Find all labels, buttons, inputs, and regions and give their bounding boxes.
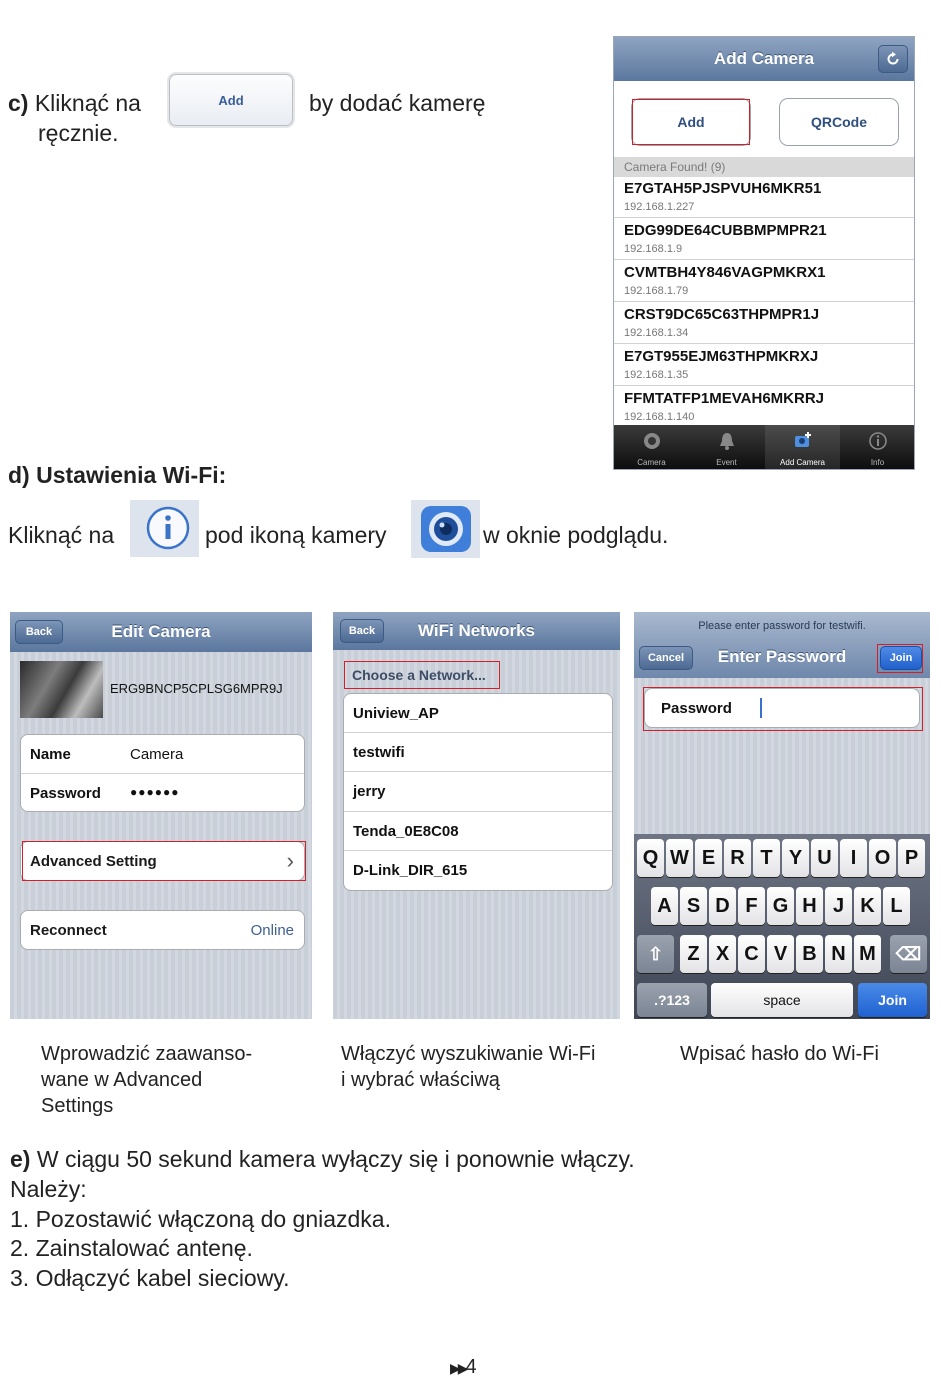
camera-uid: ERG9BNCP5CPLSG6MPR9J xyxy=(110,681,283,696)
section-d-text-1: Kliknąć na xyxy=(8,522,115,548)
enter-password-screen xyxy=(634,612,930,1019)
tab-add-camera[interactable] xyxy=(765,425,840,469)
wifi-title: WiFi Networks xyxy=(418,621,535,640)
wifi-networks-screen xyxy=(333,612,620,1019)
section-d-heading: d) Ustawienia Wi-Fi: xyxy=(8,462,227,488)
camera-id: CRST9DC65C63THPMPR1J xyxy=(624,306,820,323)
camera-row[interactable] xyxy=(614,387,914,428)
tab-add-camera-label: Add Camera xyxy=(780,458,825,467)
reconnect-group[interactable] xyxy=(20,910,305,950)
password-title: Enter Password xyxy=(717,647,847,666)
key[interactable]: D xyxy=(709,887,736,925)
camera-id: CVMTBH4Y846VAGPMKRX1 xyxy=(624,264,826,281)
numbers-key[interactable]: .?123 xyxy=(637,983,707,1017)
name-cell[interactable] xyxy=(21,735,304,774)
edit-camera-title: Edit Camera xyxy=(111,622,211,641)
caption-line: i wybrać właściwą xyxy=(341,1069,500,1091)
key[interactable]: B xyxy=(796,935,823,973)
camera-row[interactable] xyxy=(614,219,914,260)
name-label: Name xyxy=(30,746,71,763)
space-key[interactable]: space xyxy=(711,983,853,1017)
back-button[interactable] xyxy=(15,620,63,644)
add-camera-screen xyxy=(613,36,915,470)
camera-row[interactable] xyxy=(614,345,914,386)
key[interactable]: K xyxy=(854,887,881,925)
key[interactable]: E xyxy=(695,839,722,877)
camera-thumbnail xyxy=(20,661,103,718)
key[interactable]: W xyxy=(666,839,693,877)
password-value: ●●●●●● xyxy=(130,785,180,799)
key[interactable]: A xyxy=(651,887,678,925)
camera-icon xyxy=(642,431,662,451)
info-icon xyxy=(868,431,888,451)
camera-row[interactable] xyxy=(614,261,914,302)
choose-network-label: Choose a Network... xyxy=(344,661,500,689)
network-item[interactable]: Tenda_0E8C08 xyxy=(344,812,612,851)
add-camera-navbar xyxy=(614,37,914,81)
camera-row[interactable] xyxy=(614,177,914,218)
key[interactable]: I xyxy=(840,839,867,877)
camera-ip: 192.168.1.79 xyxy=(624,285,689,297)
key[interactable]: O xyxy=(869,839,896,877)
section-c-text-after: by dodać kamerę xyxy=(309,90,486,116)
section-e-text: W ciągu 50 sekund kamera wyłączy się i ponownie włączy. xyxy=(36,1146,635,1172)
camera-row[interactable] xyxy=(614,303,914,344)
edit-camera-screen xyxy=(10,612,312,1019)
caption-line: Wprowadzić zaawanso- xyxy=(41,1043,253,1065)
camera-ip: 192.168.1.140 xyxy=(624,411,695,423)
section-d-text-3: w oknie podglądu. xyxy=(483,522,669,548)
camera-ip: 192.168.1.9 xyxy=(624,243,683,255)
camera-ip: 192.168.1.227 xyxy=(624,201,695,213)
password-cell[interactable] xyxy=(21,774,304,812)
key[interactable]: P xyxy=(898,839,925,877)
section-e-step: 1. Pozostawić włączoną do gniazdka. xyxy=(10,1206,391,1232)
password-field-label: Password xyxy=(661,700,732,717)
network-item[interactable]: Uniview_AP xyxy=(344,694,612,733)
add-camera-title: Add Camera xyxy=(713,49,815,68)
password-label: Password xyxy=(30,785,101,802)
caption-edit xyxy=(41,1041,252,1119)
inline-add-label: Add xyxy=(218,93,244,108)
key[interactable]: S xyxy=(680,887,707,925)
cancel-button-label: Cancel xyxy=(647,652,685,664)
password-prompt: Please enter password for testwifi. xyxy=(698,620,866,632)
reconnect-label: Reconnect xyxy=(30,922,107,939)
section-d-text-2: pod ikoną kamery xyxy=(205,522,387,548)
add-camera-icon xyxy=(793,431,813,451)
tab-event-label: Event xyxy=(716,458,737,467)
password-field-highlight xyxy=(643,687,923,731)
section-e-step: 2. Zainstalować antenę. xyxy=(10,1235,253,1261)
camera-ip: 192.168.1.34 xyxy=(624,327,689,339)
key[interactable]: G xyxy=(767,887,794,925)
network-item[interactable]: jerry xyxy=(344,772,612,812)
key[interactable]: C xyxy=(738,935,765,973)
key[interactable]: T xyxy=(753,839,780,877)
tab-info[interactable] xyxy=(840,425,915,469)
add-button-label: Add xyxy=(677,114,705,130)
advanced-setting-label: Advanced Setting xyxy=(30,853,157,870)
join-button-label: Join xyxy=(889,652,913,664)
key[interactable]: F xyxy=(738,887,765,925)
camera-id: E7GT955EJM63THPMKRXJ xyxy=(624,348,819,365)
camera-id: EDG99DE64CUBBMPMPR21 xyxy=(624,222,827,239)
advanced-setting-highlight xyxy=(22,841,306,881)
back-button-label: Back xyxy=(348,625,376,637)
section-e-line2: Należy: xyxy=(10,1176,87,1202)
camera-id: FFMTATFP1MEVAH6MKRRJ xyxy=(624,390,824,407)
keyboard xyxy=(634,834,930,1019)
tab-bar xyxy=(614,425,914,469)
add-buttons-area xyxy=(614,81,914,157)
tab-camera-label: Camera xyxy=(637,458,666,467)
camera-icon-sample xyxy=(411,500,480,558)
network-list xyxy=(343,693,613,891)
network-item[interactable]: D-Link_DIR_615 xyxy=(353,862,468,879)
page-arrows-icon: ▶▶ xyxy=(450,1360,466,1376)
back-button[interactable] xyxy=(340,619,384,643)
qrcode-button-label: QRCode xyxy=(811,114,867,130)
camera-id: E7GTAH5PJSPVUH6MKR51 xyxy=(624,180,822,197)
page-number xyxy=(450,1356,477,1379)
key[interactable]: U xyxy=(811,839,838,877)
join-key[interactable]: Join xyxy=(858,983,927,1017)
reconnect-status: Online xyxy=(250,922,294,939)
join-highlight xyxy=(877,644,923,673)
key[interactable]: L xyxy=(883,887,910,925)
network-item[interactable]: testwifi xyxy=(344,733,612,772)
tab-camera[interactable] xyxy=(614,425,689,469)
key[interactable]: X xyxy=(709,935,736,973)
key[interactable]: Z xyxy=(680,935,707,973)
refresh-icon xyxy=(885,51,901,67)
section-e-line1 xyxy=(10,1144,635,1174)
qrcode-button[interactable] xyxy=(779,98,899,146)
key[interactable]: N xyxy=(825,935,852,973)
key[interactable]: R xyxy=(724,839,751,877)
key[interactable]: Q xyxy=(637,839,664,877)
bell-icon xyxy=(717,431,737,451)
section-e-label: e) xyxy=(10,1146,31,1172)
key[interactable]: Y xyxy=(782,839,809,877)
info-icon-sample xyxy=(130,500,199,557)
caption-line: Włączyć wyszukiwanie Wi-Fi xyxy=(341,1043,596,1065)
camera-found-header: Camera Found! (9) xyxy=(614,157,914,177)
caption-line: wane w Advanced xyxy=(41,1069,203,1091)
camera-ip: 192.168.1.35 xyxy=(624,369,689,381)
caption-wifi xyxy=(341,1041,595,1093)
refresh-button[interactable] xyxy=(878,45,908,73)
camera-lens-icon xyxy=(411,500,480,558)
page-number-value: 4 xyxy=(465,1356,477,1378)
chevron-right-icon: › xyxy=(286,848,294,873)
tab-event[interactable] xyxy=(689,425,764,469)
caption-line: Wpisać hasło do Wi-Fi xyxy=(680,1043,879,1065)
key[interactable]: V xyxy=(767,935,794,973)
delete-key[interactable]: ⌫ xyxy=(890,935,927,973)
back-button-label: Back xyxy=(25,626,53,638)
caption-line: Settings xyxy=(41,1095,114,1117)
inline-add-button xyxy=(169,74,293,126)
key[interactable]: H xyxy=(796,887,823,925)
tab-info-label: Info xyxy=(870,458,885,467)
section-c-line1 xyxy=(8,88,141,118)
caption-password xyxy=(680,1041,879,1067)
shift-key[interactable]: ⇧ xyxy=(637,935,674,973)
info-icon xyxy=(130,500,199,557)
name-value: Camera xyxy=(130,746,184,763)
section-c-label: c) xyxy=(8,90,29,116)
section-c-line2: ręcznie. xyxy=(38,120,119,146)
section-e-step: 3. Odłączyć kabel sieciowy. xyxy=(10,1265,290,1291)
section-c-text-before: Kliknąć na xyxy=(34,90,141,116)
add-button-highlight xyxy=(632,99,750,145)
key[interactable]: M xyxy=(854,935,881,973)
key[interactable]: J xyxy=(825,887,852,925)
camera-info-group xyxy=(20,734,305,812)
cancel-button[interactable] xyxy=(639,646,693,670)
